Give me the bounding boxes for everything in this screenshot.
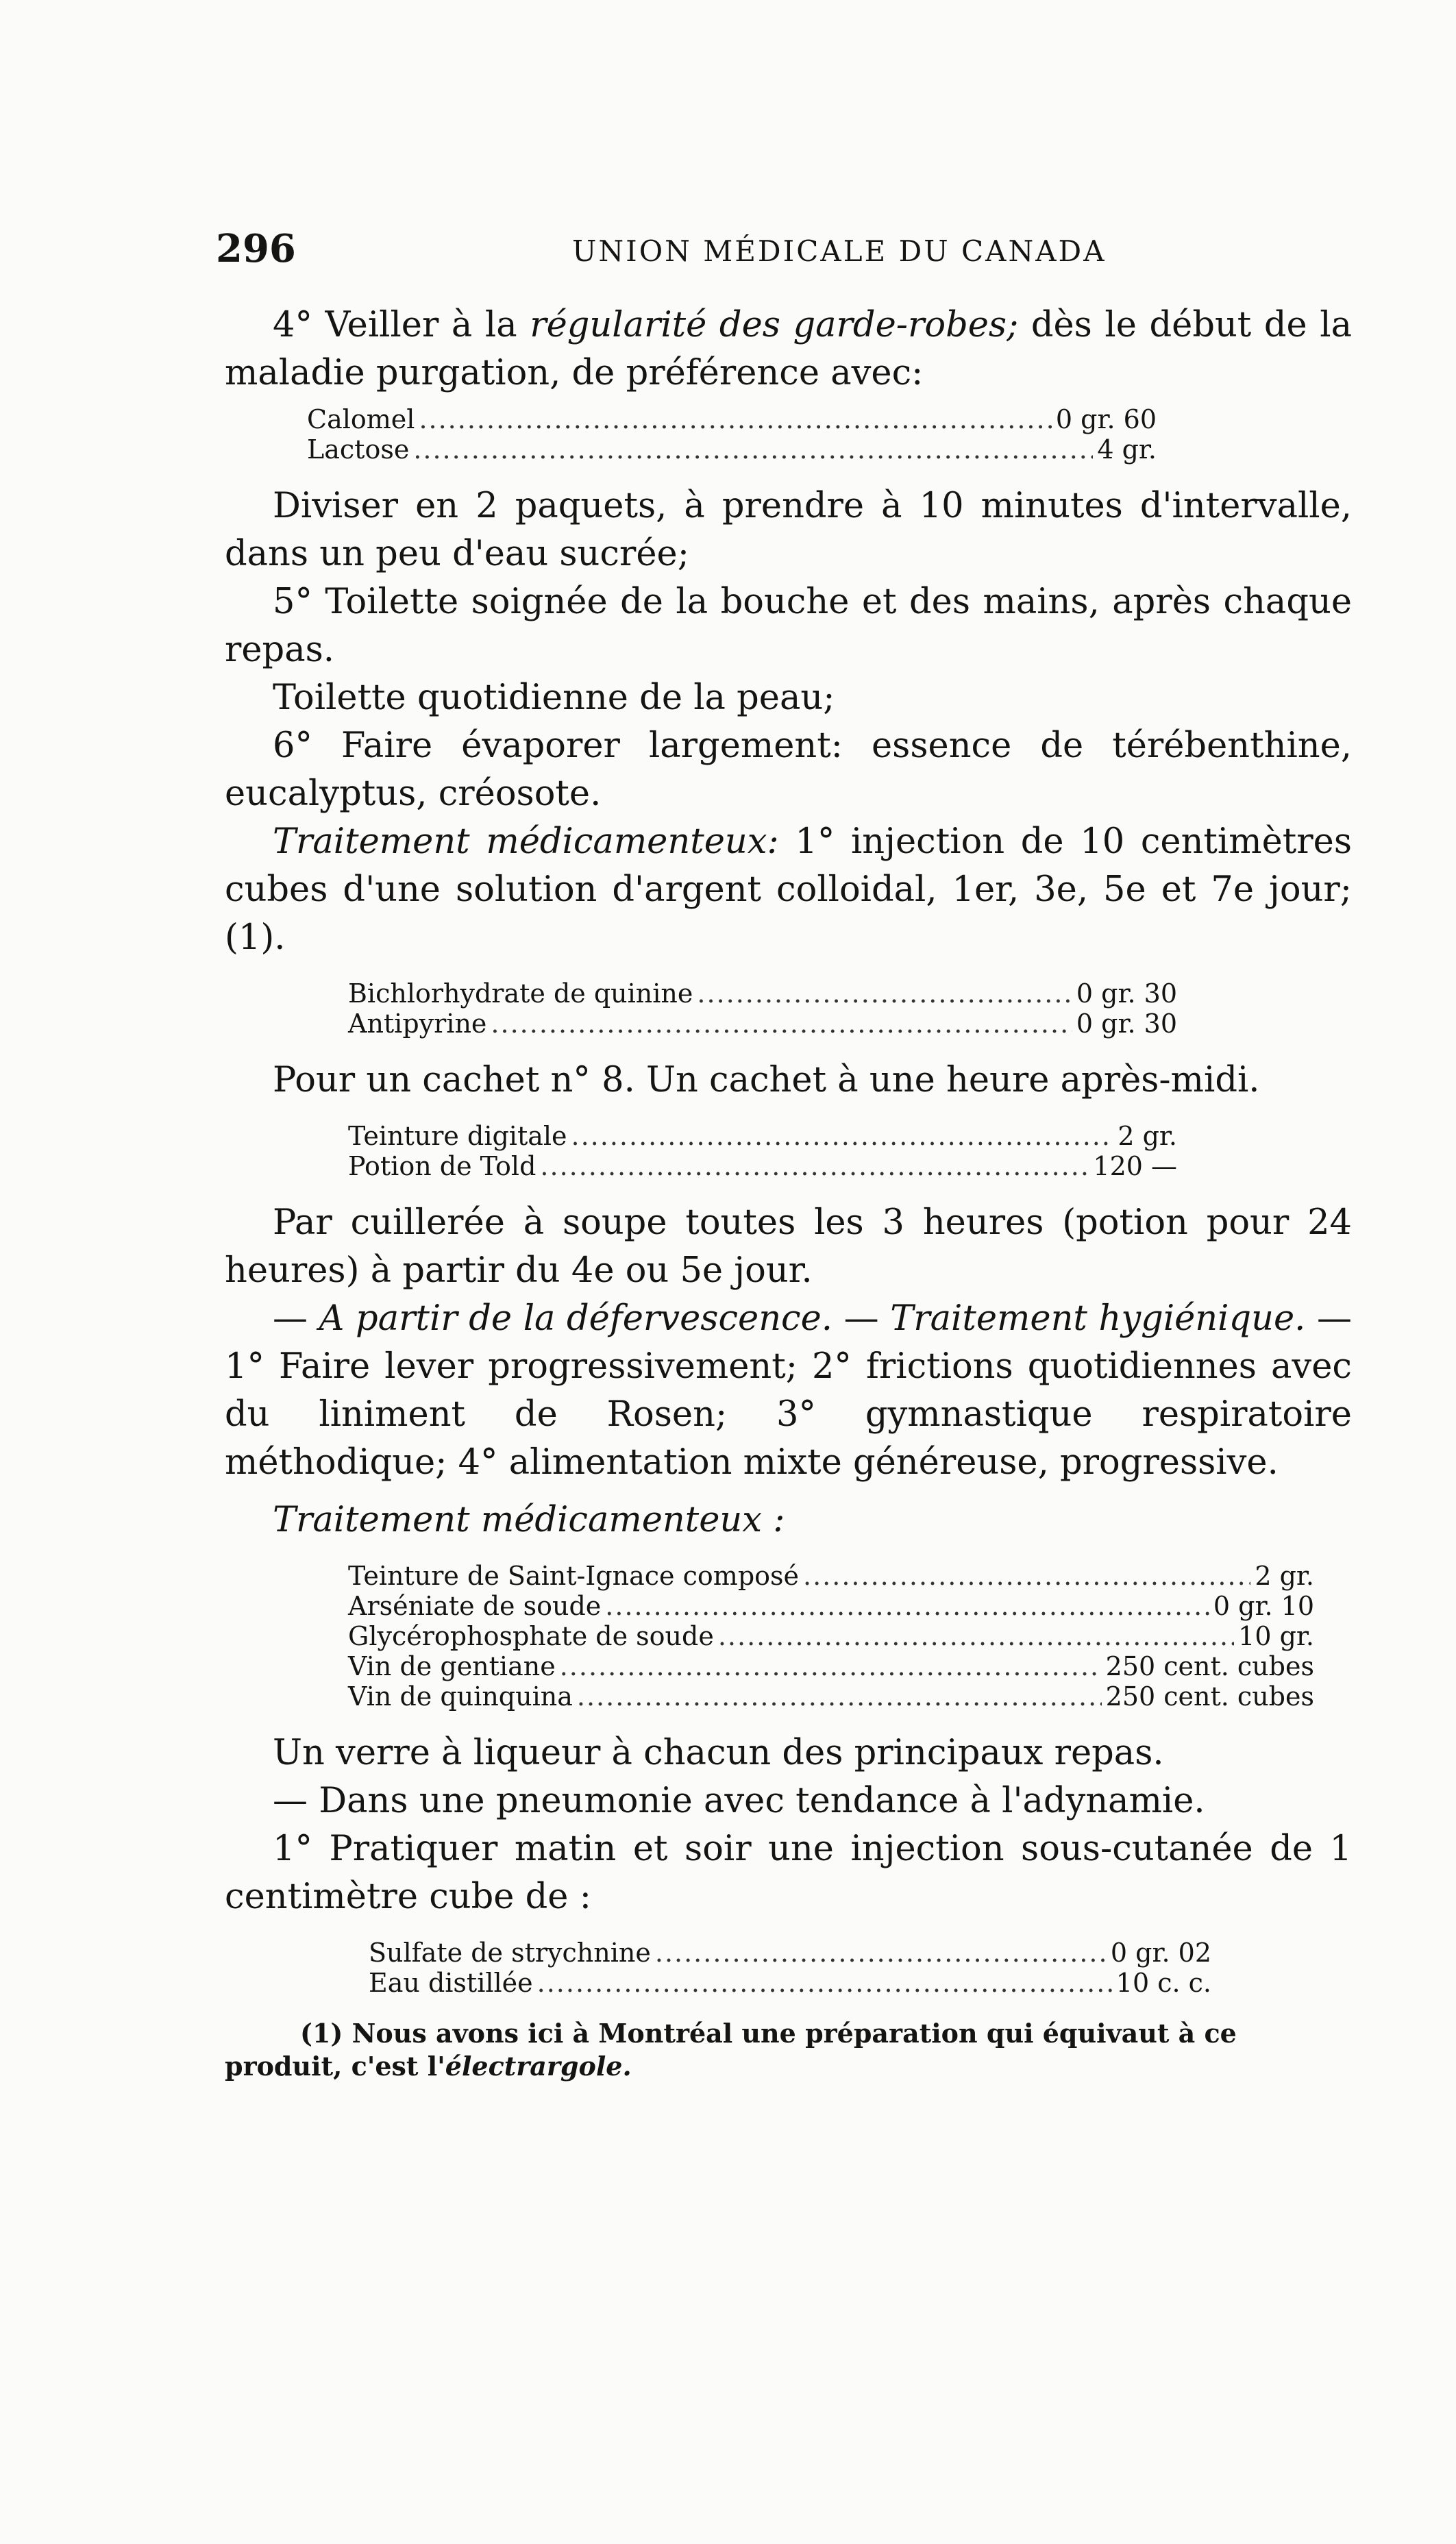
ingredient-name: Antipyrine [348, 1009, 487, 1039]
ingredient-name: Bichlorhydrate de quinine [348, 978, 693, 1009]
paragraph-strychnine: 1° Pratiquer matin et soir une injection sous-cutanée de 1 centimètre cube de : [225, 1829, 1352, 1917]
ingredient-name: Potion de Told [348, 1151, 536, 1181]
italic-term: Traitement hygiénique. [890, 1298, 1306, 1339]
page-number: 296 [216, 226, 296, 271]
prescription-row [307, 404, 1157, 434]
ingredient-name: Lactose [307, 434, 410, 465]
ingredient-dose: 120 — [1093, 1151, 1177, 1181]
prescription-strychnine [369, 1938, 1211, 1998]
italic-term: Traitement médicamenteux : [273, 1500, 785, 1540]
prescription-row [348, 1151, 1177, 1181]
page-header [216, 226, 1127, 274]
paragraph-pneumonie: — Dans une pneumonie avec tendance à l'adynamie. [273, 1781, 1205, 1821]
prescription-row [369, 1938, 1211, 1968]
text-span: — [832, 1298, 891, 1339]
ingredient-name: Teinture de Saint-Ignace composé [348, 1561, 800, 1591]
prescription-quinine [348, 978, 1177, 1039]
ingredient-name: Eau distillée [369, 1968, 533, 1998]
prescription-row [348, 1621, 1314, 1651]
ingredient-dose: 0 gr. 30 [1076, 978, 1177, 1009]
paragraph-cachet: Pour un cachet n° 8. Un cachet à une heure après-midi. [273, 1060, 1260, 1100]
prescription-row [369, 1968, 1211, 1998]
prescription-row [348, 1009, 1177, 1039]
italic-term: régularité des garde-robes; [530, 305, 1019, 345]
paragraph-dosage: Diviser en 2 paquets, à prendre à 10 minutes d'intervalle, dans un peu d'eau sucrée; [225, 486, 1352, 574]
text-span: — [273, 1298, 319, 1339]
prescription-calomel [307, 404, 1157, 465]
prescription-row [348, 1561, 1314, 1591]
ingredient-name: Vin de gentiane [348, 1651, 556, 1681]
ingredient-dose: 0 gr. 30 [1076, 1009, 1177, 1039]
text-span: — 1° Faire lever progressivement; 2° frictions quotidiennes avec du liniment de Rosen; 3° gymnastique respiratoire méthodique; 4° alimentation mixte généreuse, progressive. [225, 1298, 1352, 1483]
ingredient-dose: 250 cent. cubes [1105, 1651, 1314, 1681]
text-span: 4° Veiller à la [273, 305, 530, 345]
ingredient-dose: 10 c. c. [1115, 1968, 1211, 1998]
paragraph-peau: Toilette quotidienne de la peau; [273, 678, 835, 718]
ingredient-name: Sulfate de strychnine [369, 1938, 651, 1968]
running-title: UNION MÉDICALE DU CANADA [572, 234, 1107, 268]
ingredient-dose: 0 gr. 02 [1110, 1938, 1211, 1968]
paragraph-injection [225, 818, 1352, 962]
prescription-row [307, 434, 1157, 465]
ingredient-name: Glycérophosphate de soude [348, 1621, 714, 1651]
footnote-italic: électrargole. [445, 2051, 632, 2082]
prescription-row [348, 1651, 1314, 1681]
ingredient-dose: 4 gr. [1097, 434, 1157, 465]
footnote-text: (1) Nous avons ici à Montréal une préparation qui équivaut à ce produit, c'est l' [225, 2018, 1237, 2082]
page-body [225, 301, 1352, 2083]
ingredient-dose: 2 gr. [1118, 1121, 1177, 1151]
paragraph-defervescence [225, 1295, 1352, 1487]
ingredient-dose: 2 gr. [1255, 1561, 1314, 1591]
italic-term: A partir de la défervescence. [319, 1298, 833, 1339]
text-span: 1° injection de 10 centimètres cubes d'une solution d'argent colloidal, 1er, 3e, 5e et 7e jour; (1). [225, 822, 1352, 958]
italic-term: Traitement médicamenteux: [273, 822, 779, 862]
paragraph-medicamenteux-heading [225, 1496, 1352, 1544]
prescription-row [348, 978, 1177, 1009]
ingredient-name: Arséniate de soude [348, 1591, 602, 1621]
paragraph-cuilleree: Par cuillerée à soupe toutes les 3 heures (potion pour 24 heures) à partir du 4e ou 5e jour. [225, 1202, 1352, 1291]
paragraph-purgation [225, 301, 1352, 397]
paragraph-verre: Un verre à liqueur à chacun des principaux repas. [273, 1733, 1164, 1773]
paragraph-evaporer: 6° Faire évaporer largement: essence de térébenthine, eucalyptus, créosote. [225, 726, 1352, 814]
ingredient-name: Calomel [307, 404, 415, 434]
paragraph-toilette: 5° Toilette soignée de la bouche et des mains, après chaque repas. [225, 582, 1352, 670]
ingredient-dose: 10 gr. [1238, 1621, 1314, 1651]
prescription-row [348, 1591, 1314, 1621]
prescription-row [348, 1681, 1314, 1712]
footnote [225, 2017, 1352, 2083]
text-span: dès le début de la maladie purgation, de préférence avec: [225, 305, 1352, 393]
prescription-tonique [348, 1561, 1314, 1712]
prescription-row [348, 1121, 1177, 1151]
prescription-digitale [348, 1121, 1177, 1181]
ingredient-dose: 250 cent. cubes [1105, 1681, 1314, 1712]
ingredient-name: Teinture digitale [348, 1121, 567, 1151]
ingredient-name: Vin de quinquina [348, 1681, 573, 1712]
ingredient-dose: 0 gr. 60 [1055, 404, 1157, 434]
ingredient-dose: 0 gr. 10 [1213, 1591, 1314, 1621]
